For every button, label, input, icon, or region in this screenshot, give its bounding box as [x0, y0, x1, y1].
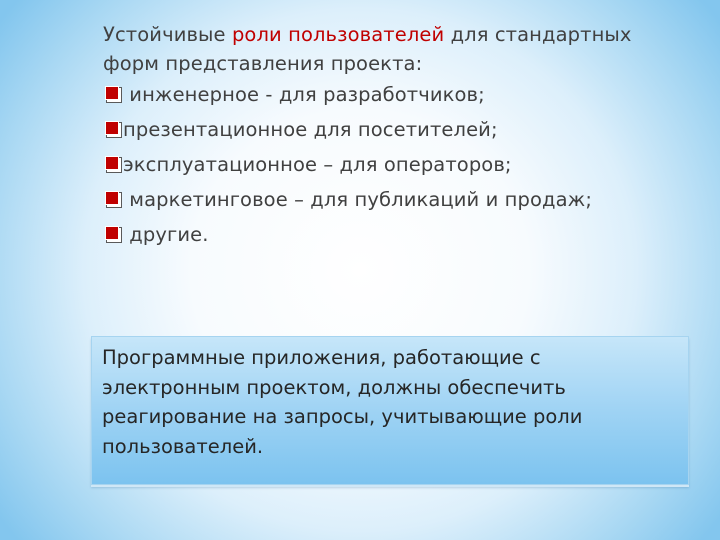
intro-tail: для стандартных форм представления проекта:	[103, 23, 632, 75]
list-item-text: презентационное для посетителей;	[123, 118, 498, 141]
note-text: Программные приложения, работающие с электронным проектом, должны обеспечить реагирование на запросы, учитывающие роли пользователей.	[102, 346, 583, 458]
roles-list	[103, 80, 663, 249]
list-item-text: другие.	[123, 223, 209, 246]
checkbox-bullet-icon	[105, 86, 119, 100]
checkbox-bullet-icon	[105, 121, 119, 135]
intro-highlight: роли пользователей	[231, 23, 445, 46]
slide-content	[103, 20, 663, 255]
checkbox-bullet-icon	[105, 226, 119, 240]
checkbox-bullet-icon	[105, 156, 119, 170]
intro-lead: Устойчивые	[103, 23, 232, 46]
list-item	[103, 80, 663, 109]
list-item	[103, 185, 663, 214]
note-box	[91, 336, 689, 485]
list-item-text: эксплуатационное – для операторов;	[123, 153, 512, 176]
list-item-text: инженерное - для разработчиков;	[123, 83, 485, 106]
list-item-text: маркетинговое – для публикаций и продаж;	[123, 188, 593, 211]
intro-paragraph	[103, 20, 663, 78]
list-item	[103, 220, 663, 249]
list-item	[103, 115, 663, 144]
list-item	[103, 150, 663, 179]
checkbox-bullet-icon	[105, 191, 119, 205]
